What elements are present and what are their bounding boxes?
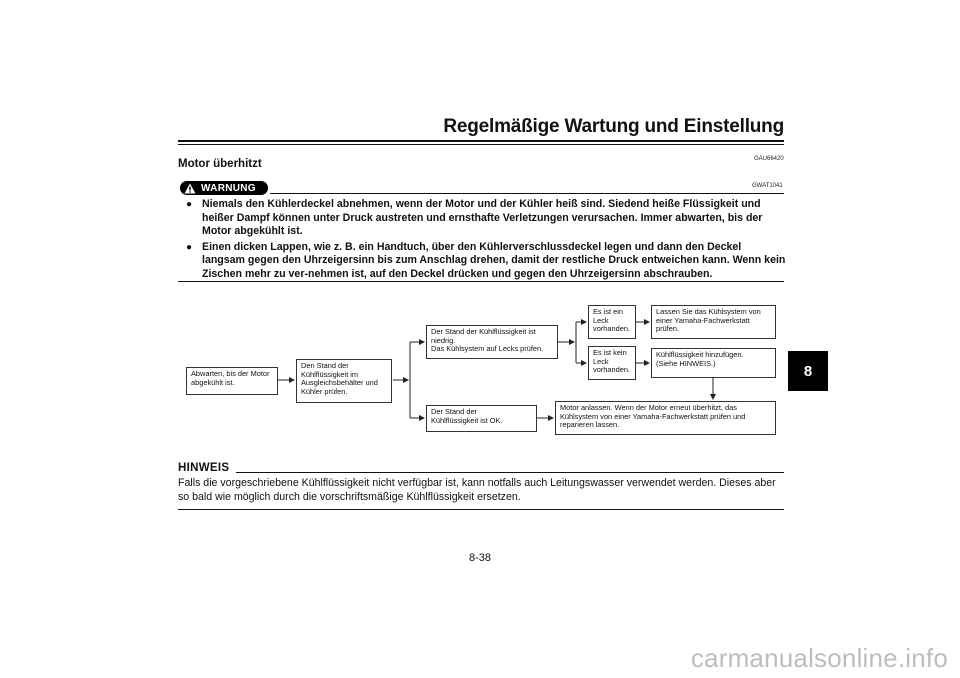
flow-box-level-ok: Der Stand der Kühlflüssigkeit ist OK.	[426, 405, 537, 432]
flow-box-leak: Es ist ein Leck vorhanden.	[588, 305, 636, 339]
flow-box-start-engine: Motor anlassen. Wenn der Motor erneut überhitzt, das Kühlsystem von einer Yamaha-Fachwerkstatt prüfen und reparieren lassen.	[555, 401, 776, 435]
warning-item-text: Niemals den Kühlerdeckel abnehmen, wenn der Motor und der Kühler heiß sind. Siedend heiße Flüssigkeit und heißer Dampf können unter Druck austreten und ernsthafte Verletzungen verursachen. Immer abwarten, bis der Motor abgekühlt ist.	[202, 198, 763, 238]
page-header-title: Regelmäßige Wartung und Einstellung	[443, 116, 784, 137]
flow-box-add-coolant: Kühlflüssigkeit hinzufügen. (Siehe HINWEIS.)	[651, 348, 776, 378]
bullet-icon: ●	[186, 241, 193, 253]
note-end-rule	[178, 509, 784, 510]
flow-box-dealer-check: Lassen Sie das Kühlsystem von einer Yamaha-Fachwerkstatt prüfen.	[651, 305, 776, 339]
flow-box-check-level: Den Stand der Kühlflüssigkeit im Ausgleichsbehälter und Kühler prüfen.	[296, 359, 392, 403]
flow-box-level-low: Der Stand der Kühlflüssigkeit ist niedrig. Das Kühlsystem auf Lecks prüfen.	[426, 325, 558, 359]
flow-box-no-leak: Es ist kein Leck vorhanden.	[588, 346, 636, 380]
note-title: HINWEIS	[178, 462, 230, 474]
warning-code: GWAT1041	[752, 183, 783, 189]
warning-badge-label: WARNUNG	[201, 182, 256, 194]
note-rule	[236, 472, 784, 473]
bullet-icon: ●	[186, 199, 193, 210]
watermark: carmanualsonline.info	[690, 643, 948, 673]
page-number: 8-38	[468, 552, 492, 564]
note-text: Falls die vorgeschriebene Kühlflüssigkeit nicht verfügbar ist, kann notfalls auch Leitungswasser verwendet werden. Dieses aber so bald wie möglich durch die vorschriftsmäßige Kühlflüssigkeit ersetzen.	[178, 477, 776, 503]
warning-item-text: Einen dicken Lappen, wie z. B. ein Handtuch, über den Kühlerverschlussdeckel legen und dann den Deckel langsam gegen den Uhrzeigersinn bis zum Anschlag drehen, damit der restliche Druck entweichen kann. Wenn kein Zischen mehr zu ver-nehmen ist, auf den Deckel drücken und gegen den Uhrzeigersinn abschrauben.	[202, 240, 786, 280]
section-title: Motor überhitzt	[178, 158, 262, 170]
flow-box-wait: Abwarten, bis der Motor abgekühlt ist.	[186, 367, 278, 395]
section-code: GAU66420	[754, 156, 784, 162]
chapter-tab[interactable]: 8	[788, 351, 828, 391]
